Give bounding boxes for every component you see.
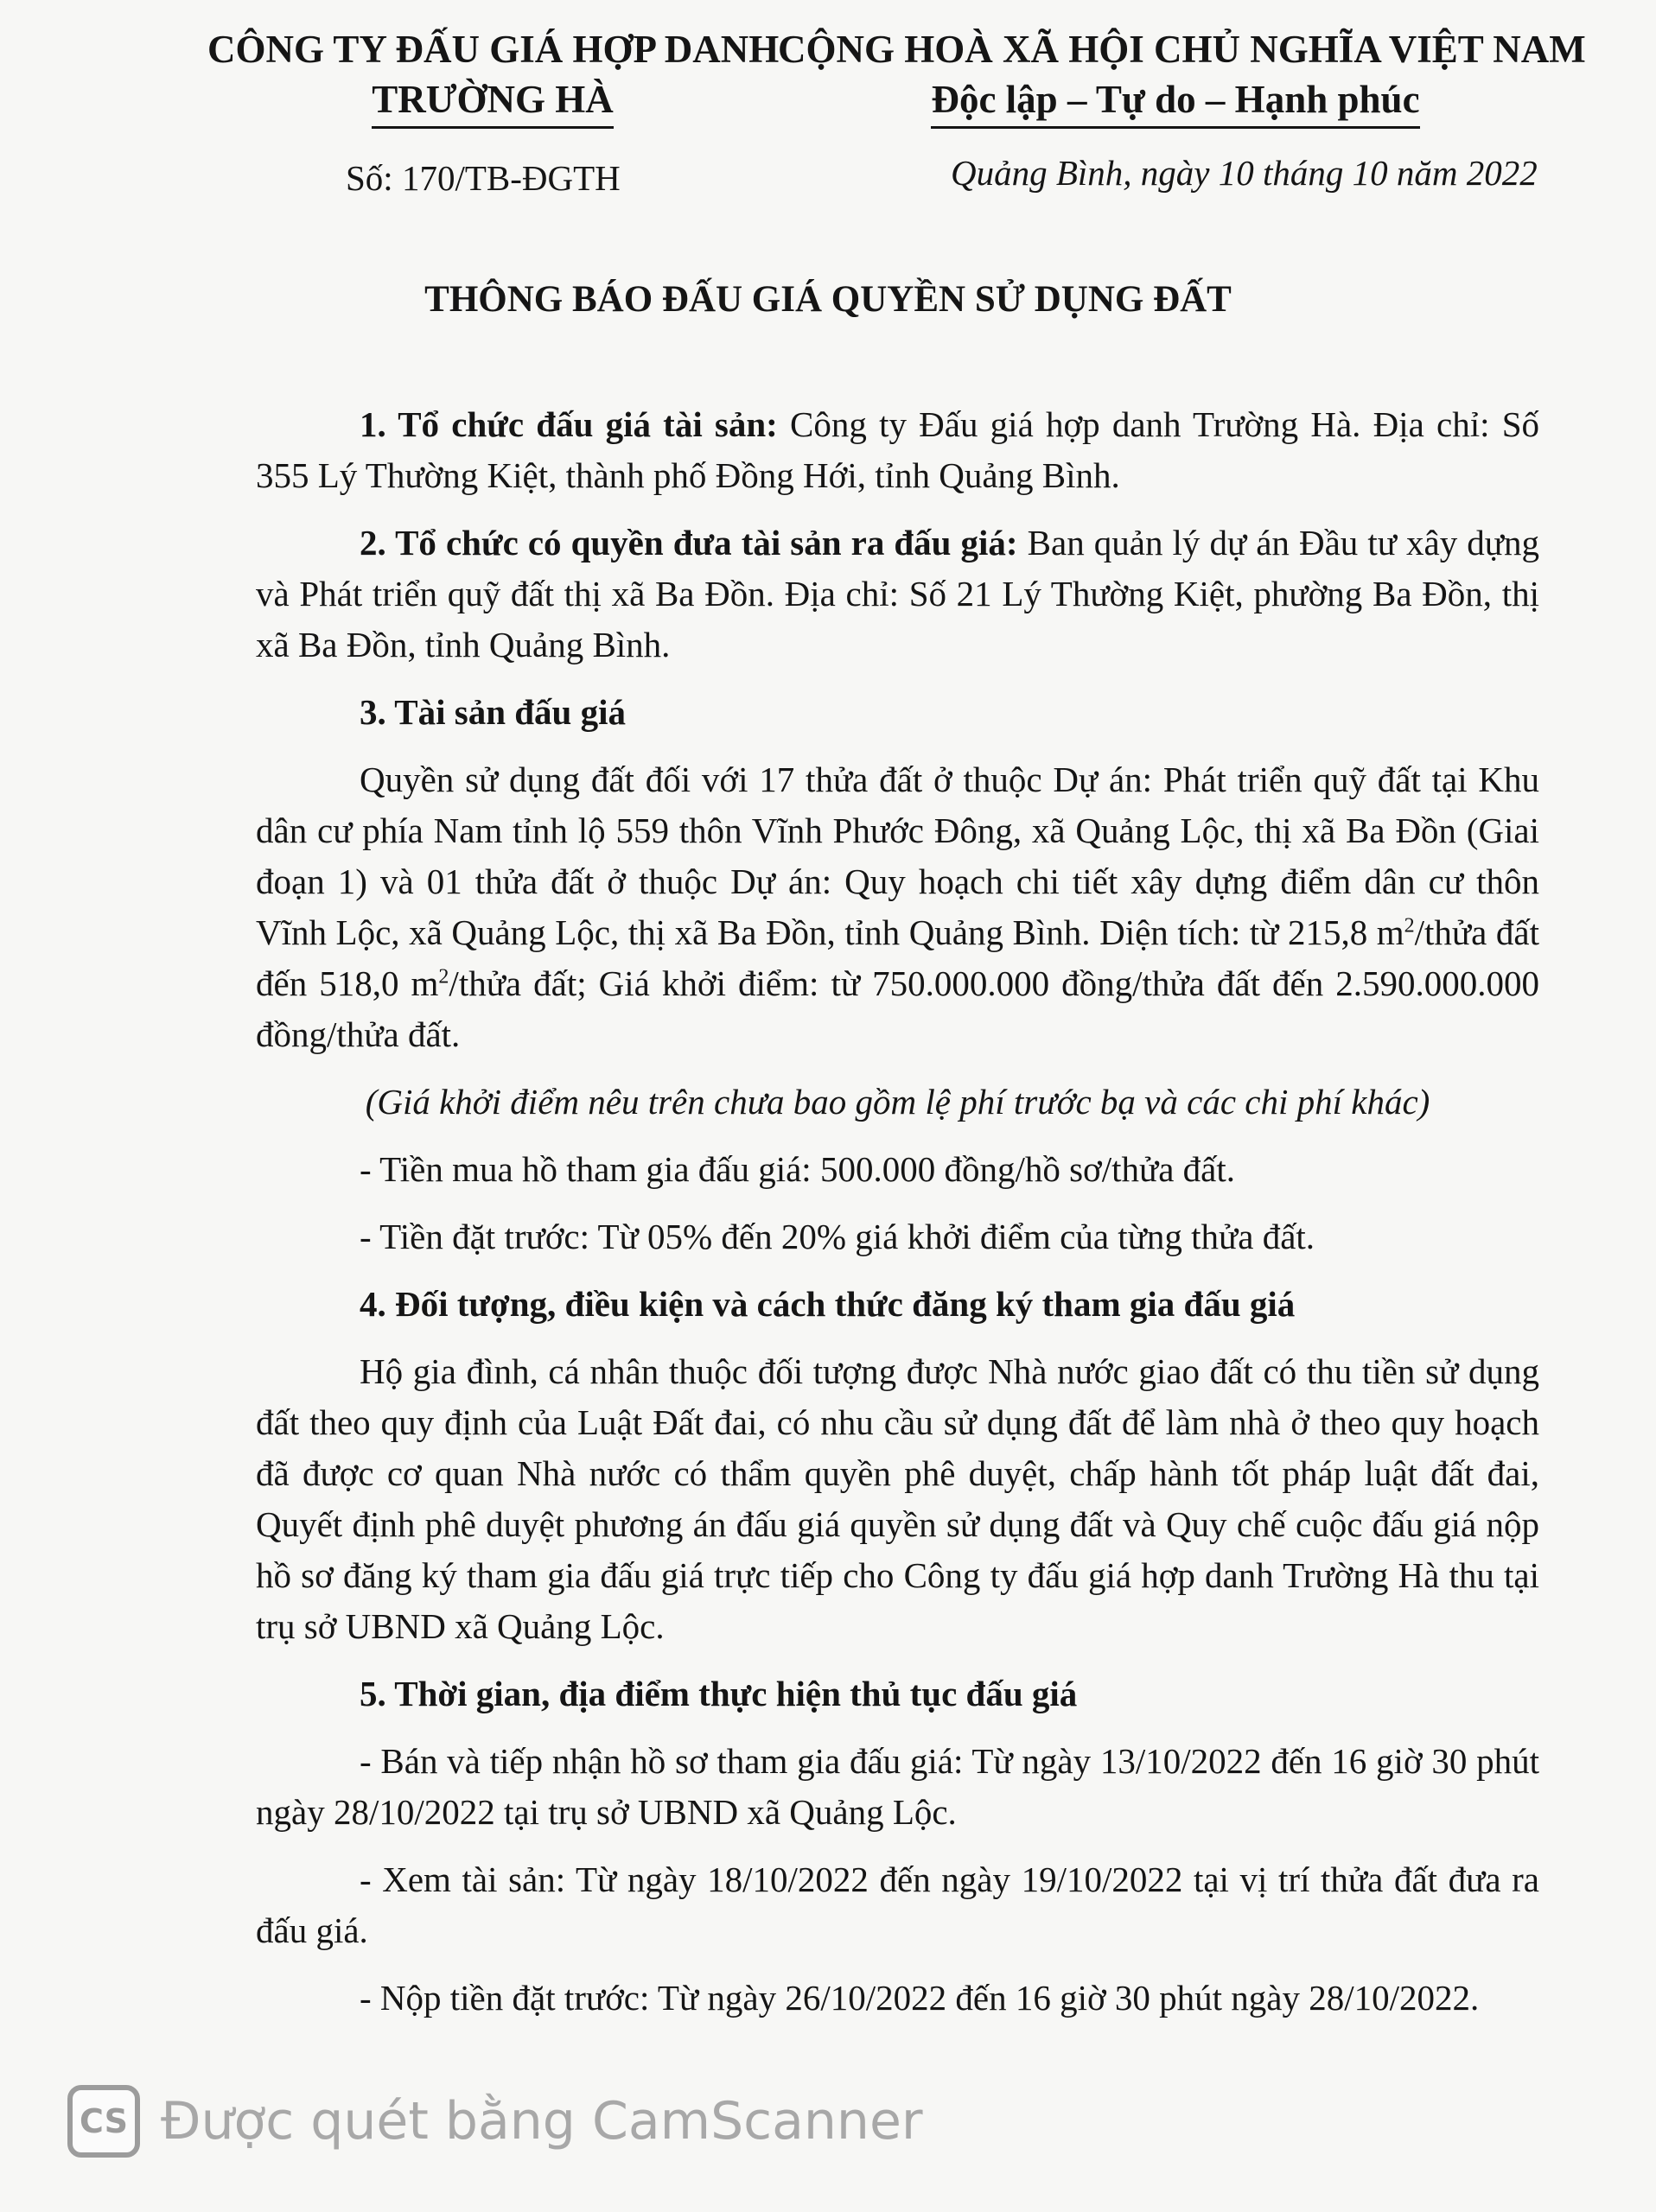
organization-name: CÔNG TY ĐẤU GIÁ HỢP DANH	[207, 28, 780, 71]
watermark-text: Được quét bằng CamScanner	[161, 2091, 923, 2152]
reference-number: Số: 170/TB-ĐGTH	[346, 158, 621, 198]
camscanner-logo-icon: CS	[67, 2085, 140, 2158]
national-header	[778, 24, 1586, 129]
organization-header	[207, 24, 778, 129]
section-3-note: (Giá khởi điểm nêu trên chưa bao gồm lệ phí trước bạ và các chi phí khác)	[365, 1082, 1430, 1122]
scanner-watermark	[67, 2082, 923, 2160]
section-5-heading: 5. Thời gian, địa điểm thực hiện thủ tục đấu giá	[360, 1674, 1078, 1713]
section-5-item-3: - Nộp tiền đặt trước: Từ ngày 26/10/2022 đến 16 giờ 30 phút ngày 28/10/2022.	[360, 1978, 1480, 2018]
section-2	[256, 518, 1539, 671]
place-date: Quảng Bình, ngày 10 tháng 10 năm 2022	[951, 153, 1538, 193]
section-1-label: 1. Tổ chức đấu giá tài sản:	[360, 404, 778, 444]
national-motto: Độc lập – Tự do – Hạnh phúc	[931, 74, 1419, 129]
section-5-item-1: - Bán và tiếp nhận hồ sơ tham gia đấu giá: Từ ngày 13/10/2022 đến 16 giờ 30 phút ngày 28/10/2022 tại trụ sở UBND xã Quảng Lộc.	[256, 1741, 1539, 1832]
section-2-text: Ban quản lý dự án Đầu tư xây dựng và Phát triển quỹ đất thị xã Ba Đồn. Địa chỉ: Số 21 Lý Thường Kiệt, phường Ba Đồn, thị xã Ba Đồn, tỉnh Quảng Bình.	[256, 523, 1539, 664]
section-4-heading: 4. Đối tượng, điều kiện và cách thức đăng ký tham gia đấu giá	[360, 1284, 1296, 1324]
section-1-text: Công ty Đấu giá hợp danh Trường Hà. Địa chỉ: Số 355 Lý Thường Kiệt, thành phố Đồng Hới, tỉnh Quảng Bình.	[256, 404, 1540, 495]
section-1	[256, 399, 1539, 501]
section-3-text: Quyền sử dụng đất đối với 17 thửa đất ở thuộc Dự án: Phát triển quỹ đất tại Khu dân cư phía Nam tỉnh lộ 559 thôn Vĩnh Phước Đông, xã Quảng Lộc, thị xã Ba Đồn (Giai đoạn 1) và 01 thửa đất ở thuộc Dự án: Quy hoạch chi tiết xây dựng điểm dân cư thôn Vĩnh Lộc, xã Quảng Lộc, thị xã Ba Đồn, tỉnh Quảng Bình. Diện tích: từ 215,8 $m^2$/thửa đất đến 518,0 $m^2$/thửa đất; Giá khởi điểm: từ 750.000.000 đồng/thửa đất đến 2.590.000.000 đồng/thửa đất.	[256, 760, 1539, 1054]
section-5-item-2: - Xem tài sản: Từ ngày 18/10/2022 đến ngày 19/10/2022 tại vị trí thửa đất đưa ra đấu giá.	[256, 1859, 1539, 1950]
section-2-label: 2. Tổ chức có quyền đưa tài sản ra đấu giá:	[360, 523, 1018, 563]
section-3-heading: 3. Tài sản đấu giá	[360, 692, 627, 732]
document-body	[256, 399, 1539, 2040]
superscript-2: 2	[1404, 914, 1415, 938]
section-3-fee: - Tiền mua hồ tham gia đấu giá: 500.000 đồng/hồ sơ/thửa đất.	[360, 1149, 1236, 1189]
national-title: CỘNG HOÀ XÃ HỘI CHỦ NGHĨA VIỆT NAM	[778, 28, 1586, 71]
superscript-2: 2	[438, 965, 449, 988]
document-title: THÔNG BÁO ĐẤU GIÁ QUYỀN SỬ DỤNG ĐẤT	[424, 279, 1232, 320]
section-3-deposit: - Tiền đặt trước: Từ 05% đến 20% giá khởi điểm của từng thửa đất.	[360, 1217, 1315, 1256]
section-4-text: Hộ gia đình, cá nhân thuộc đối tượng được Nhà nước giao đất có thu tiền sử dụng đất theo quy định của Luật Đất đai, có nhu cầu sử dụng đất để làm nhà ở theo quy hoạch đã được cơ quan Nhà nước có thẩm quyền phê duyệt, chấp hành tốt pháp luật đất đai, Quyết định phê duyệt phương án đấu giá quyền sử dụng đất và Quy chế cuộc đấu giá nộp hồ sơ đăng ký tham gia đấu giá trực tiếp cho Công ty đấu giá hợp danh Trường Hà thu tại trụ sở UBND xã Quảng Lộc.	[256, 1351, 1539, 1646]
organization-name-line2: TRƯỜNG HÀ	[372, 74, 614, 129]
